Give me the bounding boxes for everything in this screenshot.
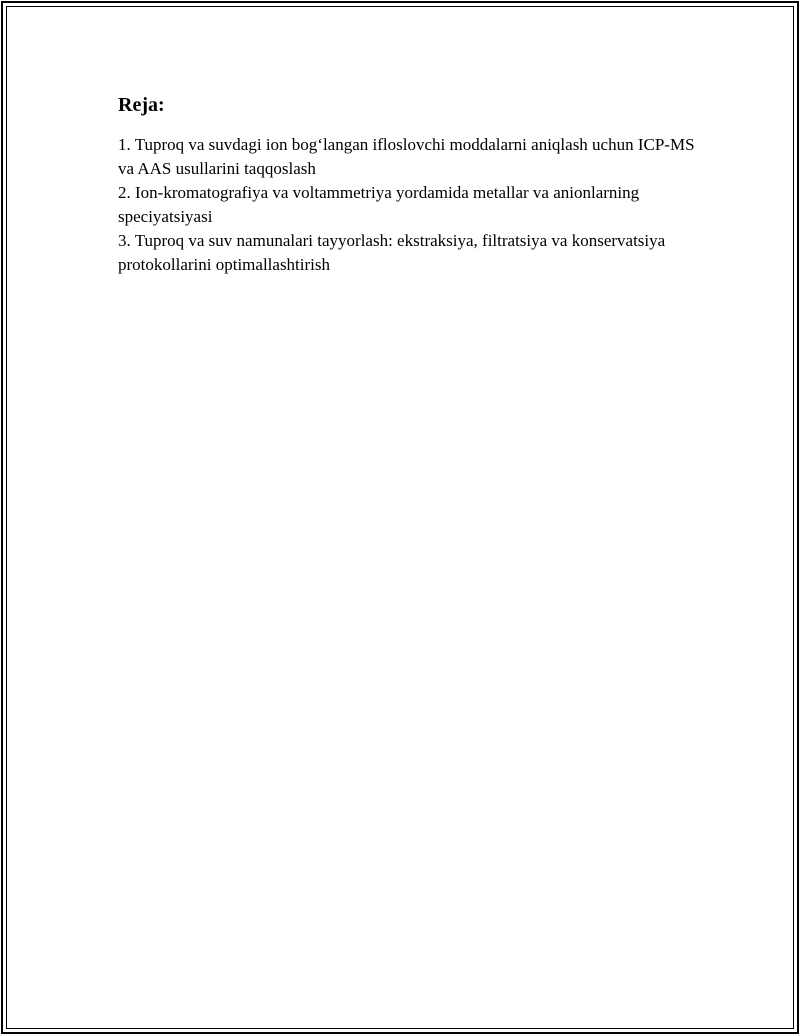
plan-item-3: 3. Tuproq va suv namunalari tayyorlash: ekstraksiya, filtratsiya va konservatsiya protokollarini optimallashtirish — [118, 231, 666, 274]
document-title: Reja: — [118, 94, 165, 116]
plan-list — [118, 133, 698, 277]
document-content — [118, 93, 698, 277]
plan-item-1: 1. Tuproq va suvdagi ion bog‘langan ifloslovchi moddalarni aniqlash uchun ICP-MS va AAS usullarini taqqoslash — [118, 135, 695, 178]
plan-item-2: 2. Ion-kromatografiya va voltammetriya yordamida metallar va anionlarning speciyatsiyasi — [118, 183, 640, 226]
